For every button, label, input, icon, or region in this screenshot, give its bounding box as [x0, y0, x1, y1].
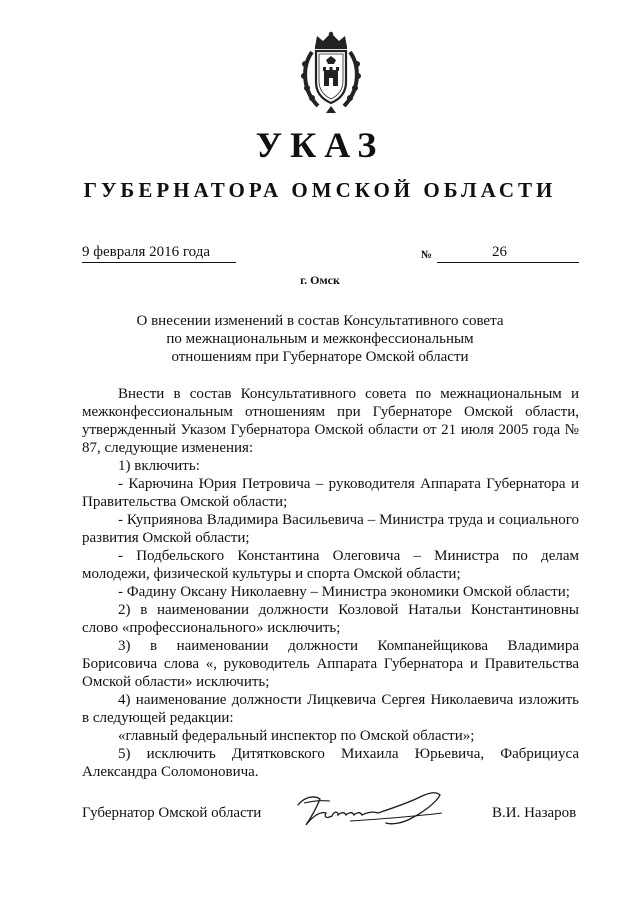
paragraph-item-1d: - Фадину Оксану Николаевну – Министра экономики Омской области; — [118, 584, 570, 600]
heading-line: по межнациональным и межконфессиональным — [166, 331, 474, 347]
document-title: УКАЗ — [255, 125, 385, 165]
document-heading — [120, 312, 520, 366]
signatory-name: В.И. Назаров — [492, 805, 577, 821]
paragraph-item-4: 4) наименование должности Лицкевича Сергея Николаевича изложить в следующей редакции: — [82, 692, 579, 726]
paragraph-item-1: 1) включить: — [118, 458, 200, 474]
paragraph-item-1b: - Куприянова Владимира Васильевича – Министра труда и социального развития Омской области; — [82, 512, 579, 546]
paragraph-item-5: 5) исключить Дитятковского Михаила Юрьевича, Фабрициуса Александра Соломоновича. — [82, 746, 579, 780]
signatory-position: Губернатор Омской области — [82, 805, 262, 821]
document-subtitle: ГУБЕРНАТОРА ОМСКОЙ ОБЛАСТИ — [83, 178, 557, 202]
paragraph-item-4-text: «главный федеральный инспектор по Омской области»; — [118, 728, 475, 744]
document-city: г. Омск — [300, 273, 340, 287]
paragraph-intro: Внести в состав Консультативного совета по межнациональным и межконфессиональным отношениям при Губернаторе Омской области, утвержденный Указом Губернатора Омской области от 21 июля 2005 года № 87, следующие изменения: — [82, 386, 579, 456]
number-underline — [437, 262, 579, 263]
document-body — [82, 385, 579, 781]
signature-icon — [290, 783, 460, 835]
document-number: 26 — [492, 244, 507, 260]
paragraph-item-2: 2) в наименовании должности Козловой Натальи Константиновны слово «профессионального» исключить; — [82, 602, 579, 636]
number-label: № — [421, 249, 433, 261]
paragraph-item-3: 3) в наименовании должности Компанейщикова Владимира Борисовича слова «, руководитель Аппарата Губернатора и Правительства Омской области» исключить; — [82, 638, 579, 690]
paragraph-item-1c: - Подбельского Константина Олеговича – Министра по делам молодежи, физической культуры и спорта Омской области; — [82, 548, 579, 582]
paragraph-item-1a: - Карючина Юрия Петровича – руководителя Аппарата Губернатора и Правительства Омской области; — [82, 476, 579, 510]
document-date: 9 февраля 2016 года — [82, 243, 236, 263]
heading-line: О внесении изменений в состав Консультативного совета — [136, 313, 504, 329]
coat-of-arms-icon — [296, 30, 366, 114]
heading-line: отношениям при Губернаторе Омской области — [171, 349, 469, 365]
